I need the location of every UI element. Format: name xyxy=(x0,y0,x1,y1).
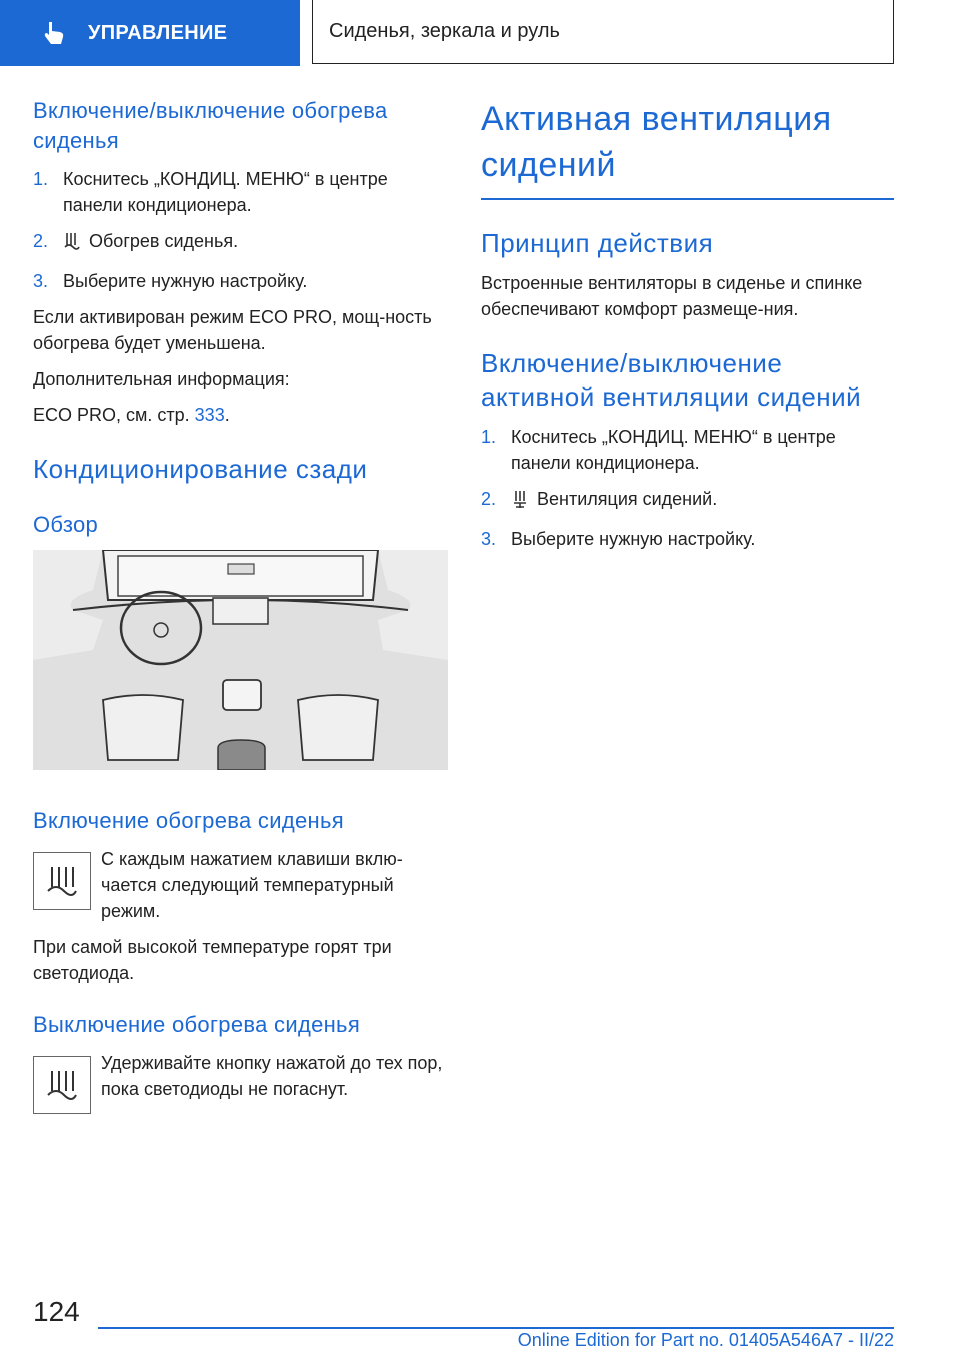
hand-pointer-icon xyxy=(40,18,70,48)
list-item: 3. Выберите нужную настройку. xyxy=(33,271,308,291)
steps-vent xyxy=(481,424,894,552)
eco-reference: ECO PRO, см. стр. 333. xyxy=(33,405,230,425)
heat-off-text: Удерживайте кнопку нажатой до тех пор, пока светодиоды не погаснут. xyxy=(101,1053,443,1099)
page-number: 124 xyxy=(33,1296,80,1327)
heading-active-ventilation: Активная вентиляция сидений xyxy=(481,100,832,184)
car-interior-illustration xyxy=(33,550,448,770)
eco-note: Если активирован режим ECO PRO, мощ‐ность обогрева будет уменьшена. xyxy=(33,307,432,353)
seat-heating-icon xyxy=(63,231,81,258)
chapter-title: Сиденья, зеркала и руль xyxy=(329,20,560,42)
list-item: 1. Коснитесь „КОНДИЦ. МЕНЮ“ в центре панели кондиционера. xyxy=(481,426,836,473)
heat-on-text: С каждым нажатием клавиши вклю‐чается следующий температурный режим. xyxy=(101,849,403,921)
section-label: УПРАВЛЕНИЕ xyxy=(88,21,228,44)
page-link[interactable]: 333 xyxy=(194,405,225,425)
heading-principle: Принцип действия xyxy=(481,227,714,258)
heading-overview: Обзор xyxy=(33,512,99,537)
section-tab xyxy=(0,0,300,66)
heading-heat-on: Включение обогрева сиденья xyxy=(33,808,344,833)
seat-heating-key-icon xyxy=(33,1056,91,1114)
seat-ventilation-icon xyxy=(511,489,529,516)
heading-heat-off: Выключение обогрева сиденья xyxy=(33,1012,361,1037)
heat-max-text: При самой высокой температуре горят три светодиода. xyxy=(33,937,392,983)
right-column xyxy=(481,96,894,562)
edition-text: Online Edition for Part no. 01405A546A7 - II/22 xyxy=(517,1330,894,1350)
left-column xyxy=(33,96,448,1124)
heading-vent-onoff: Включение/выключение активной вентиляции сидений xyxy=(481,347,862,412)
heat-on-row xyxy=(33,846,448,924)
heading-rule xyxy=(481,198,894,200)
heading-rear-ac: Кондиционирование сзади xyxy=(33,454,368,484)
seat-heating-key-icon xyxy=(33,852,91,910)
list-item: 1. Коснитесь „КОНДИЦ. МЕНЮ“ в центре панели кондиционера. xyxy=(33,169,388,215)
more-info: Дополнительная информация: xyxy=(33,369,290,389)
principle-text: Встроенные вентиляторы в сиденье и спинке обеспечивают комфорт размеще‐ния. xyxy=(481,272,863,319)
list-item: 3. Выберите нужную настройку. xyxy=(481,528,756,549)
chapter-header xyxy=(312,0,894,64)
list-item: 2. Вентиляция сидений. xyxy=(481,486,894,516)
heat-off-row xyxy=(33,1050,448,1114)
steps-heat xyxy=(33,166,448,294)
footer-rule xyxy=(98,1327,894,1329)
heading-heat-onoff: Включение/выключение обогрева сиденья xyxy=(33,98,388,153)
rear-ac-overview-image xyxy=(33,550,448,770)
list-item: 2. Обогрев сиденья. xyxy=(33,228,448,258)
